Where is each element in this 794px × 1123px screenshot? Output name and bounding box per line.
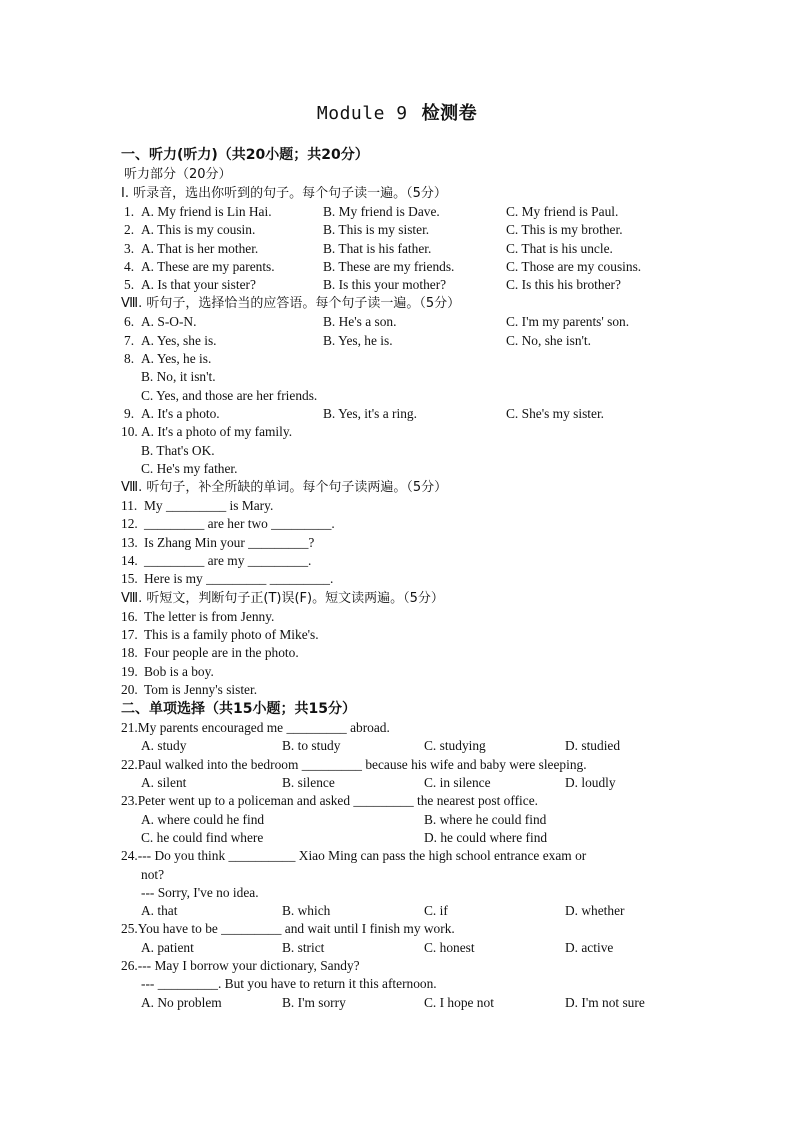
question-number: 7. — [124, 332, 135, 348]
option-b: B. to study — [282, 738, 341, 754]
option-d: D. studied — [565, 738, 621, 754]
option-b: B. This is my sister. — [323, 222, 430, 238]
question-number: 9. — [124, 405, 135, 421]
option-b: B. Yes, it's a ring. — [323, 405, 417, 421]
question-number: 20. — [121, 681, 138, 697]
option-b: B. Yes, he is. — [323, 332, 393, 348]
listening-sub-header: 听力部分（20分） — [124, 167, 232, 182]
option-a: A. study — [141, 738, 187, 754]
option-c: C. he could find where — [141, 829, 264, 845]
option-d: D. he could where find — [424, 829, 548, 845]
question-number: 13. — [121, 534, 138, 550]
question-text: _________ are her two _________. — [144, 516, 335, 532]
option-line — [121, 387, 681, 405]
question-row — [121, 534, 681, 552]
option-c: C. honest — [424, 939, 475, 955]
option-b: B. That is his father. — [323, 240, 432, 256]
question-stem: 26.--- May I borrow your dictionary, Sandy? — [121, 957, 360, 973]
option-a: A. This is my cousin. — [141, 222, 256, 238]
question-row — [121, 332, 681, 350]
question-text: The letter is from Jenny. — [144, 608, 275, 624]
option-a: A. patient — [141, 939, 194, 955]
option-c: C. Is this his brother? — [506, 277, 621, 293]
question-options — [121, 737, 681, 755]
question-row — [121, 552, 681, 570]
question-options — [121, 939, 681, 957]
option-a: A. Yes, he is. — [141, 351, 212, 367]
part2-instruction: Ⅷ. 听句子，选择恰当的应答语。每个句子读一遍。（5分） — [121, 296, 461, 312]
option-c: C. Yes, and those are her friends. — [141, 387, 318, 403]
question-text: Four people are in the photo. — [144, 645, 299, 661]
section-listening-header: 一、听力(听力)（共20小题；共20分） — [121, 147, 369, 163]
question-row — [121, 681, 681, 699]
question-options — [121, 774, 681, 792]
option-a: A. These are my parents. — [141, 258, 275, 274]
option-c: C. I hope not — [424, 994, 494, 1010]
question-number: 17. — [121, 626, 138, 642]
question-row — [121, 276, 681, 294]
option-c: C. That is his uncle. — [506, 240, 613, 256]
option-b: B. These are my friends. — [323, 258, 455, 274]
section-single-choice-header: 二、单项选择（共15小题；共15分） — [121, 701, 356, 718]
question-stem: 22.Paul walked into the bedroom _________ because his wife and baby were sleeping. — [121, 756, 587, 772]
option-c: C. This is my brother. — [506, 222, 623, 238]
question-number: 11. — [121, 498, 138, 514]
question-stem: 23.Peter went up to a policeman and asked _________ the nearest post office. — [121, 793, 538, 809]
question-number: 2. — [124, 222, 135, 238]
question-number: 15. — [121, 571, 138, 587]
option-b: B. No, it isn't. — [141, 369, 216, 385]
question-stem: 24.--- Do you think __________ Xiao Ming can pass the high school entrance exam or — [121, 848, 587, 864]
question-row — [121, 313, 681, 331]
part3-instruction: Ⅷ. 听句子，补全所缺的单词。每个句子读两遍。（5分） — [121, 480, 448, 496]
question-row — [121, 663, 681, 681]
question-options — [121, 811, 681, 829]
question-number: 8. — [124, 351, 135, 367]
part1-instruction: Ⅰ. 听录音，选出你听到的句子。每个句子读一遍。（5分） — [121, 186, 447, 201]
question-number: 10. — [121, 424, 138, 440]
question-row — [121, 644, 681, 662]
option-a: A. that — [141, 903, 178, 919]
question-stem: 25.You have to be _________ and wait until I finish my work. — [121, 921, 455, 937]
question-row — [121, 423, 681, 441]
question-text: Here is my _________ _________. — [144, 571, 334, 587]
question-number: 16. — [121, 608, 138, 624]
option-c: C. if — [424, 903, 448, 919]
option-a: A. silent — [141, 775, 187, 791]
option-b: B. I'm sorry — [282, 994, 346, 1010]
question-number: 14. — [121, 553, 138, 569]
option-b: B. strict — [282, 939, 325, 955]
question-row — [121, 240, 681, 258]
option-c: C. I'm my parents' son. — [506, 314, 630, 330]
option-b: B. My friend is Dave. — [323, 204, 440, 219]
option-d: D. I'm not sure — [565, 994, 645, 1010]
option-a: A. S-O-N. — [141, 314, 197, 330]
option-c: C. He's my father. — [141, 460, 238, 476]
exam-content — [121, 145, 681, 1012]
question-row — [121, 221, 681, 239]
question-text: Is Zhang Min your _________? — [144, 534, 315, 550]
question-text: Tom is Jenny's sister. — [144, 681, 258, 697]
option-a: A. Yes, she is. — [141, 332, 217, 348]
question-row — [121, 258, 681, 276]
option-d: D. loudly — [565, 775, 616, 791]
option-a: A. That is her mother. — [141, 240, 259, 256]
question-stem-continued: not? — [141, 866, 165, 882]
question-text: My _________ is Mary. — [144, 498, 274, 514]
option-a: A. Is that your sister? — [141, 277, 256, 293]
question-text: Bob is a boy. — [144, 663, 214, 679]
option-c: C. in silence — [424, 775, 491, 791]
option-c: C. My friend is Paul. — [506, 204, 619, 219]
question-row — [121, 350, 681, 368]
part4-instruction: Ⅷ. 听短文，判断句子正(T)误(F)。短文读两遍。（5分） — [121, 590, 444, 606]
option-c: C. studying — [424, 738, 486, 754]
question-options — [121, 902, 681, 920]
question-reply: --- _________. But you have to return it this afternoon. — [141, 976, 437, 992]
question-text: _________ are my _________. — [144, 553, 312, 569]
question-row — [121, 626, 681, 644]
question-row — [121, 203, 681, 221]
option-b: B. That's OK. — [141, 442, 215, 458]
option-b: B. silence — [282, 775, 335, 791]
option-line — [121, 368, 681, 386]
question-row — [121, 570, 681, 588]
question-stem: 21.My parents encouraged me _________ abroad. — [121, 720, 390, 736]
question-number: 4. — [124, 258, 135, 274]
option-b: B. which — [282, 903, 331, 919]
page-title — [0, 99, 794, 125]
question-row — [121, 405, 681, 423]
question-options — [121, 829, 681, 847]
option-line — [121, 460, 681, 478]
option-c: C. No, she isn't. — [506, 332, 591, 348]
question-reply: --- Sorry, I've no idea. — [141, 884, 259, 900]
question-options — [121, 994, 681, 1012]
option-c: C. Those are my cousins. — [506, 258, 642, 274]
option-d: D. whether — [565, 903, 625, 919]
option-line — [121, 442, 681, 460]
title-chinese: 检测卷 — [421, 103, 478, 124]
question-row — [121, 608, 681, 626]
option-b: B. He's a son. — [323, 314, 397, 330]
option-a: A. My friend is Lin Hai. — [141, 204, 272, 219]
question-number: 19. — [121, 663, 138, 679]
question-number: 18. — [121, 645, 138, 661]
option-b: B. Is this your mother? — [323, 277, 447, 293]
option-a: A. It's a photo of my family. — [141, 424, 293, 440]
option-a: A. No problem — [141, 994, 222, 1010]
question-number: 5. — [124, 277, 135, 293]
question-row — [121, 497, 681, 515]
option-a: A. It's a photo. — [141, 405, 220, 421]
option-a: A. where could he find — [141, 811, 265, 827]
question-number: 1. — [124, 204, 135, 219]
option-c: C. She's my sister. — [506, 405, 605, 421]
title-english: Module 9 — [316, 103, 408, 124]
option-b: B. where he could find — [424, 811, 547, 827]
question-text: This is a family photo of Mike's. — [144, 626, 319, 642]
question-number: 6. — [124, 314, 135, 330]
question-row — [121, 515, 681, 533]
question-number: 3. — [124, 240, 135, 256]
question-number: 12. — [121, 516, 138, 532]
option-d: D. active — [565, 939, 614, 955]
